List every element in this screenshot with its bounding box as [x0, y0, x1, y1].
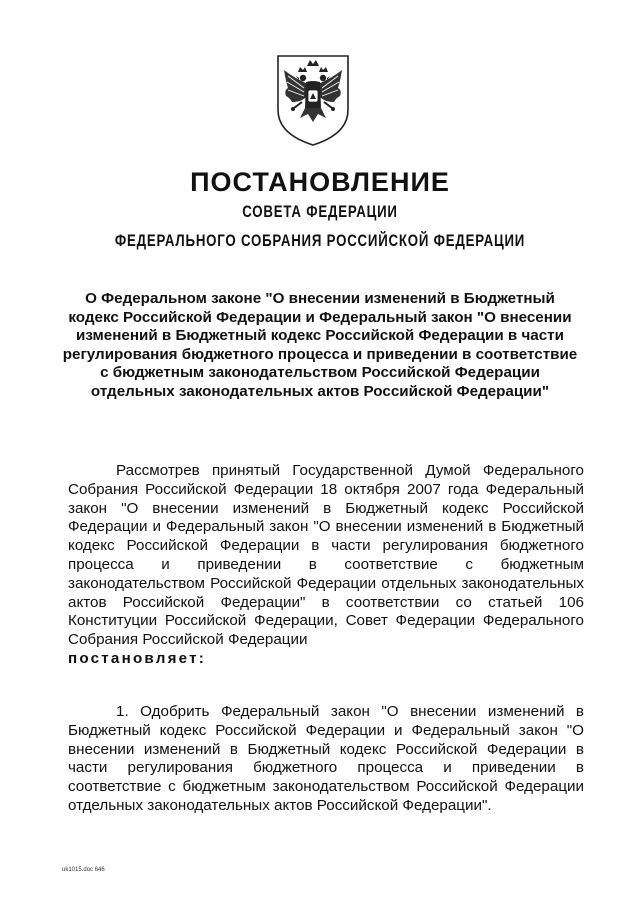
- resolves-word: постановляет:: [68, 649, 207, 667]
- document-title: ПОСТАНОВЛЕНИЕ: [190, 167, 450, 197]
- clause-1: 1. Одобрить Федеральный закон "О внесении изменений в Бюджетный кодекс Российской Федерации и Федеральный закон "О внесении изменений в Бюджетный кодекс Российской Федерации в части регулирования бюджетного процесса и приведении в соответствие с бюджетным законодательством Российской Федерации отдельных законодательных актов Российской Федерации".: [68, 703, 584, 814]
- footer-file: uk1015.doc: [62, 867, 94, 873]
- preamble-paragraph: [68, 462, 584, 669]
- coat-of-arms-icon: [272, 52, 354, 148]
- footer-code: 646: [94, 867, 105, 873]
- preamble-text: Рассмотрев принятый Государственной Думой Федерального Собрания Российской Федерации 18 октября 2007 года Федеральный закон "О внесении изменений в Бюджетный кодекс Российской Федерации и Федеральный закон "О внесении изменений в Бюджетный кодекс Российской Федерации в части регулирования бюджетного процесса и приведении в соответствие с бюджетным законодательством Российской Федерации отдельных законодательных актов Российской Федерации" в соответствии со статьей 106 Конституции Российской Федерации, Совет Федерации Федерального Собрания Российской Федерации: [68, 462, 584, 649]
- issuer-line-2: ФЕДЕРАЛЬНОГО СОБРАНИЯ РОССИЙСКОЙ ФЕДЕРАЦИИ: [114, 231, 526, 250]
- document-subject: О Федеральном законе "О внесении изменений в Бюджетный кодекс Российской Федерации и Федеральный закон "О внесении изменений в Бюджетный кодекс Российской Федерации в части регулирования бюджетного процесса и приведении в соответствие с бюджетным законодательством Российской Федерации отдельных законодательных актов Российской Федерации": [62, 290, 578, 400]
- issuer-line-1: СОВЕТА ФЕДЕРАЦИИ: [242, 202, 398, 221]
- file-footer: [62, 866, 105, 874]
